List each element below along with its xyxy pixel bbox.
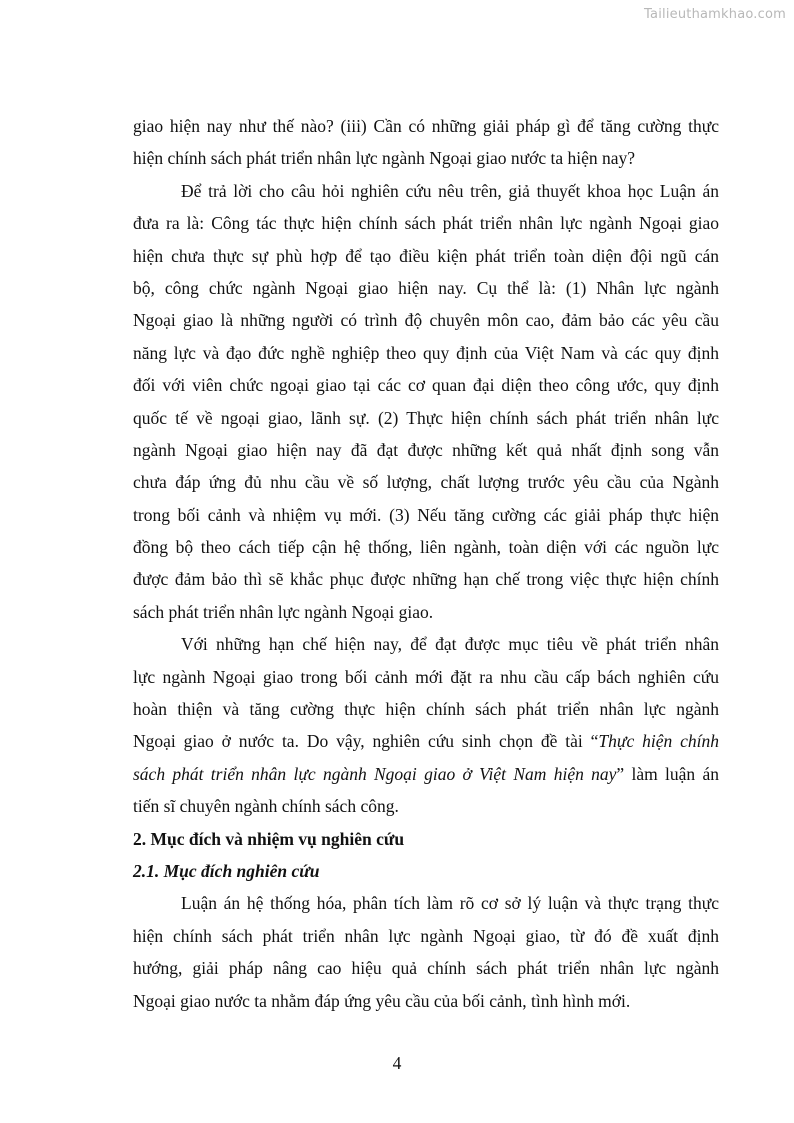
text-run: ” làm luận án	[616, 763, 719, 784]
text-line: tiến sĩ chuyên ngành chính sách công.	[133, 796, 399, 817]
text-line: ngành Ngoại giao hiện nay đã đạt được những kết quả nhất định song vẫn	[133, 439, 719, 460]
text-line: giao hiện nay như thế nào? (iii) Cần có những giải pháp gì để tăng cường thực	[133, 116, 719, 136]
italic-title-run: Thực hiện chính	[598, 731, 719, 752]
paragraph-2	[133, 175, 719, 628]
text-line: Ngoại giao là những người có trình độ chuyên môn cao, đảm bảo các yêu cầu	[133, 310, 719, 331]
text-line: hướng, giải pháp nâng cao hiệu quả chính sách phát triển nhân lực ngành	[133, 958, 719, 979]
paragraph-1	[133, 110, 719, 175]
section-heading: 2. Mục đích và nhiệm vụ nghiên cứu	[133, 828, 405, 849]
text-line: Với những hạn chế hiện nay, để đạt được mục tiêu về phát triển nhân	[181, 634, 719, 655]
text-line: chưa đáp ứng đủ nhu cầu về số lượng, chất lượng trước yêu cầu của Ngành	[133, 472, 719, 493]
text-line: đưa ra là: Công tác thực hiện chính sách phát triển nhân lực ngành Ngoại giao	[133, 213, 719, 234]
text-line: năng lực và đạo đức nghề nghiệp theo quy định của Việt Nam và các quy định	[133, 342, 719, 363]
watermark-text: Tailieuthamkhao.com	[644, 7, 786, 22]
text-line	[133, 758, 719, 790]
text-line: hiện chính sách phát triển nhân lực ngành Ngoại giao nước ta hiện nay?	[133, 148, 636, 169]
page-number: 4	[392, 1053, 402, 1073]
paragraph-3	[133, 628, 719, 822]
text-line: trong bối cảnh và nhiệm vụ mới. (3) Nếu tăng cường các giải pháp thực hiện	[133, 504, 719, 525]
text-line: hiện chưa thực sự phù hợp để tạo điều kiện phát triển toàn diện đội ngũ cán	[133, 245, 719, 266]
text-line: đối với viên chức ngoại giao tại các cơ quan đại diện theo công ước, quy định	[133, 375, 719, 396]
italic-title-run: sách phát triển nhân lực ngành Ngoại giao ở Việt Nam hiện nay	[133, 763, 617, 784]
text-line: bộ, công chức ngành Ngoại giao hiện nay. Cụ thể là: (1) Nhân lực ngành	[133, 277, 719, 298]
text-line: hoàn thiện và tăng cường thực hiện chính sách phát triển nhân lực ngành	[133, 699, 719, 720]
text-line: Ngoại giao nước ta nhằm đáp ứng yêu cầu của bối cảnh, tình hình mới.	[133, 990, 631, 1011]
text-line: hiện chính sách phát triển nhân lực ngành Ngoại giao, từ đó đề xuất định	[133, 925, 719, 946]
text-line: lực ngành Ngoại giao trong bối cảnh mới đặt ra nhu cầu cấp bách nghiên cứu	[133, 666, 719, 687]
text-run: Ngoại giao ở nước ta. Do vậy, nghiên cứu sinh chọn đề tài “	[133, 731, 599, 752]
text-line: sách phát triển nhân lực ngành Ngoại giao.	[133, 601, 434, 622]
document-body	[133, 110, 719, 1017]
paragraph-4	[133, 887, 719, 1017]
text-line: Để trả lời cho câu hỏi nghiên cứu nêu trên, giả thuyết khoa học Luận án	[181, 180, 719, 201]
subsection-heading: 2.1. Mục đích nghiên cứu	[133, 860, 320, 881]
text-line: được đảm bảo thì sẽ khắc phục được những hạn chế trong việc thực hiện chính	[133, 569, 719, 590]
text-line: Luận án hệ thống hóa, phân tích làm rõ cơ sở lý luận và thực trạng thực	[181, 893, 719, 914]
text-line	[133, 725, 719, 757]
text-line: đồng bộ theo cách tiếp cận hệ thống, liên ngành, toàn diện với các nguồn lực	[133, 537, 719, 558]
text-line: quốc tế về ngoại giao, lãnh sự. (2) Thực hiện chính sách phát triển nhân lực	[133, 407, 719, 428]
